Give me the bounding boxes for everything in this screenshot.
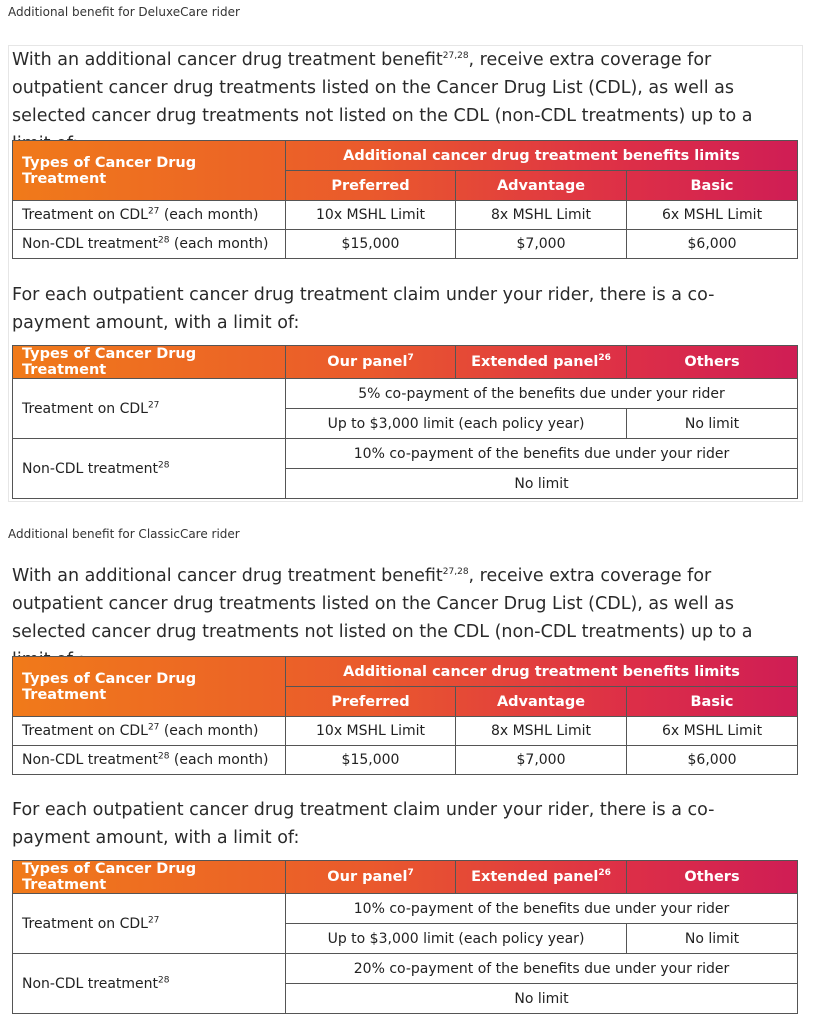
noncdl-limit-basic: $6,000 <box>627 746 798 775</box>
plan-header-basic: Basic <box>627 687 798 717</box>
limits-header-row <box>13 141 798 171</box>
cdl-row-label: Treatment on CDL$^{27}$ <box>13 379 286 439</box>
noncdl-limit-advantage: $7,000 <box>456 746 627 775</box>
cdl-limit-preferred: 10x MSHL Limit <box>286 201 456 230</box>
cdl-row-label: Treatment on CDL$^{27}$ (each month) <box>13 717 286 746</box>
cdl-others-limit: No limit <box>627 409 798 439</box>
cdl-others-limit: No limit <box>627 924 798 954</box>
classiccare-intro-paragraph: With an additional cancer drug treatment benefit$^{27,28}$, receive extra coverage for outpatient cancer drug treatments listed on the Cancer Drug List (CDL), as well as selected cancer drug treatments not listed on the CDL (non-CDL treatments) up to a limit of : <box>12 566 753 670</box>
cdl-limit-preferred: 10x MSHL Limit <box>286 717 456 746</box>
cdl-limit-advantage: 8x MSHL Limit <box>456 717 627 746</box>
plan-header-preferred: Preferred <box>286 171 456 201</box>
noncdl-limit-preferred: $15,000 <box>286 746 456 775</box>
noncdl-row-label: Non-CDL treatment$^{28}$ (each month) <box>13 230 286 259</box>
table-row <box>13 894 798 924</box>
cdl-limit-basic: 6x MSHL Limit <box>627 201 798 230</box>
plan-header-advantage: Advantage <box>456 687 627 717</box>
treatment-type-header: Types of Cancer Drug Treatment <box>13 141 286 201</box>
table-row <box>13 201 798 230</box>
treatment-type-header: Types of Cancer Drug Treatment <box>13 346 286 379</box>
plan-header-advantage: Advantage <box>456 171 627 201</box>
copay-header-row <box>13 346 798 379</box>
panel-header-others: Others <box>627 346 798 379</box>
cdl-row-label: Treatment on CDL$^{27}$ (each month) <box>13 201 286 230</box>
panel-header-extended: Extended panel$^{26}$ <box>456 346 627 379</box>
panel-header-extended: Extended panel$^{26}$ <box>456 861 627 894</box>
table-row <box>13 746 798 775</box>
cdl-row-label: Treatment on CDL$^{27}$ <box>13 894 286 954</box>
cdl-copay-limit: Up to $3,000 limit (each policy year) <box>286 924 627 954</box>
noncdl-row-label: Non-CDL treatment$^{28}$ <box>13 954 286 1014</box>
noncdl-row-label: Non-CDL treatment$^{28}$ (each month) <box>13 746 286 775</box>
deluxecare-copay-table <box>12 345 798 499</box>
table-row <box>13 230 798 259</box>
treatment-type-header: Types of Cancer Drug Treatment <box>13 657 286 717</box>
benefit-limits-header: Additional cancer drug treatment benefits limits <box>286 657 798 687</box>
benefit-limits-header: Additional cancer drug treatment benefits limits <box>286 141 798 171</box>
classiccare-copay-intro: For each outpatient cancer drug treatment claim under your rider, there is a co-payment amount, with a limit of: <box>12 800 715 848</box>
cdl-limit-basic: 6x MSHL Limit <box>627 717 798 746</box>
noncdl-copay-limit: No limit <box>286 469 798 499</box>
panel-header-our: Our panel$^7$ <box>286 346 456 379</box>
panel-header-others: Others <box>627 861 798 894</box>
noncdl-copay-rate: 20% co-payment of the benefits due under your rider <box>286 954 798 984</box>
noncdl-limit-preferred: $15,000 <box>286 230 456 259</box>
treatment-type-header: Types of Cancer Drug Treatment <box>13 861 286 894</box>
classiccare-copay-table <box>12 860 798 1014</box>
limits-header-row <box>13 657 798 687</box>
deluxecare-copay-intro: For each outpatient cancer drug treatment claim under your rider, there is a co-payment amount, with a limit of: <box>12 285 715 333</box>
noncdl-limit-basic: $6,000 <box>627 230 798 259</box>
cdl-copay-limit: Up to $3,000 limit (each policy year) <box>286 409 627 439</box>
noncdl-copay-limit: No limit <box>286 984 798 1014</box>
noncdl-copay-rate: 10% co-payment of the benefits due under your rider <box>286 439 798 469</box>
section-title-deluxecare: Additional benefit for DeluxeCare rider <box>8 5 240 19</box>
noncdl-limit-advantage: $7,000 <box>456 230 627 259</box>
copay-header-row <box>13 861 798 894</box>
table-row <box>13 379 798 409</box>
plan-header-preferred: Preferred <box>286 687 456 717</box>
plan-header-basic: Basic <box>627 171 798 201</box>
deluxecare-intro-paragraph: With an additional cancer drug treatment benefit$^{27,28}$, receive extra coverage for outpatient cancer drug treatments listed on the Cancer Drug List (CDL), as well as selected cancer drug treatments not listed on the CDL (non-CDL treatments) up to a limit of: <box>12 50 753 154</box>
panel-header-our: Our panel$^7$ <box>286 861 456 894</box>
deluxecare-limits-table <box>12 140 798 259</box>
noncdl-row-label: Non-CDL treatment$^{28}$ <box>13 439 286 499</box>
table-row <box>13 439 798 469</box>
classiccare-limits-table <box>12 656 798 775</box>
cdl-copay-rate: 10% co-payment of the benefits due under your rider <box>286 894 798 924</box>
section-title-classiccare: Additional benefit for ClassicCare rider <box>8 527 240 541</box>
cdl-copay-rate: 5% co-payment of the benefits due under your rider <box>286 379 798 409</box>
cdl-limit-advantage: 8x MSHL Limit <box>456 201 627 230</box>
table-row <box>13 954 798 984</box>
table-row <box>13 717 798 746</box>
